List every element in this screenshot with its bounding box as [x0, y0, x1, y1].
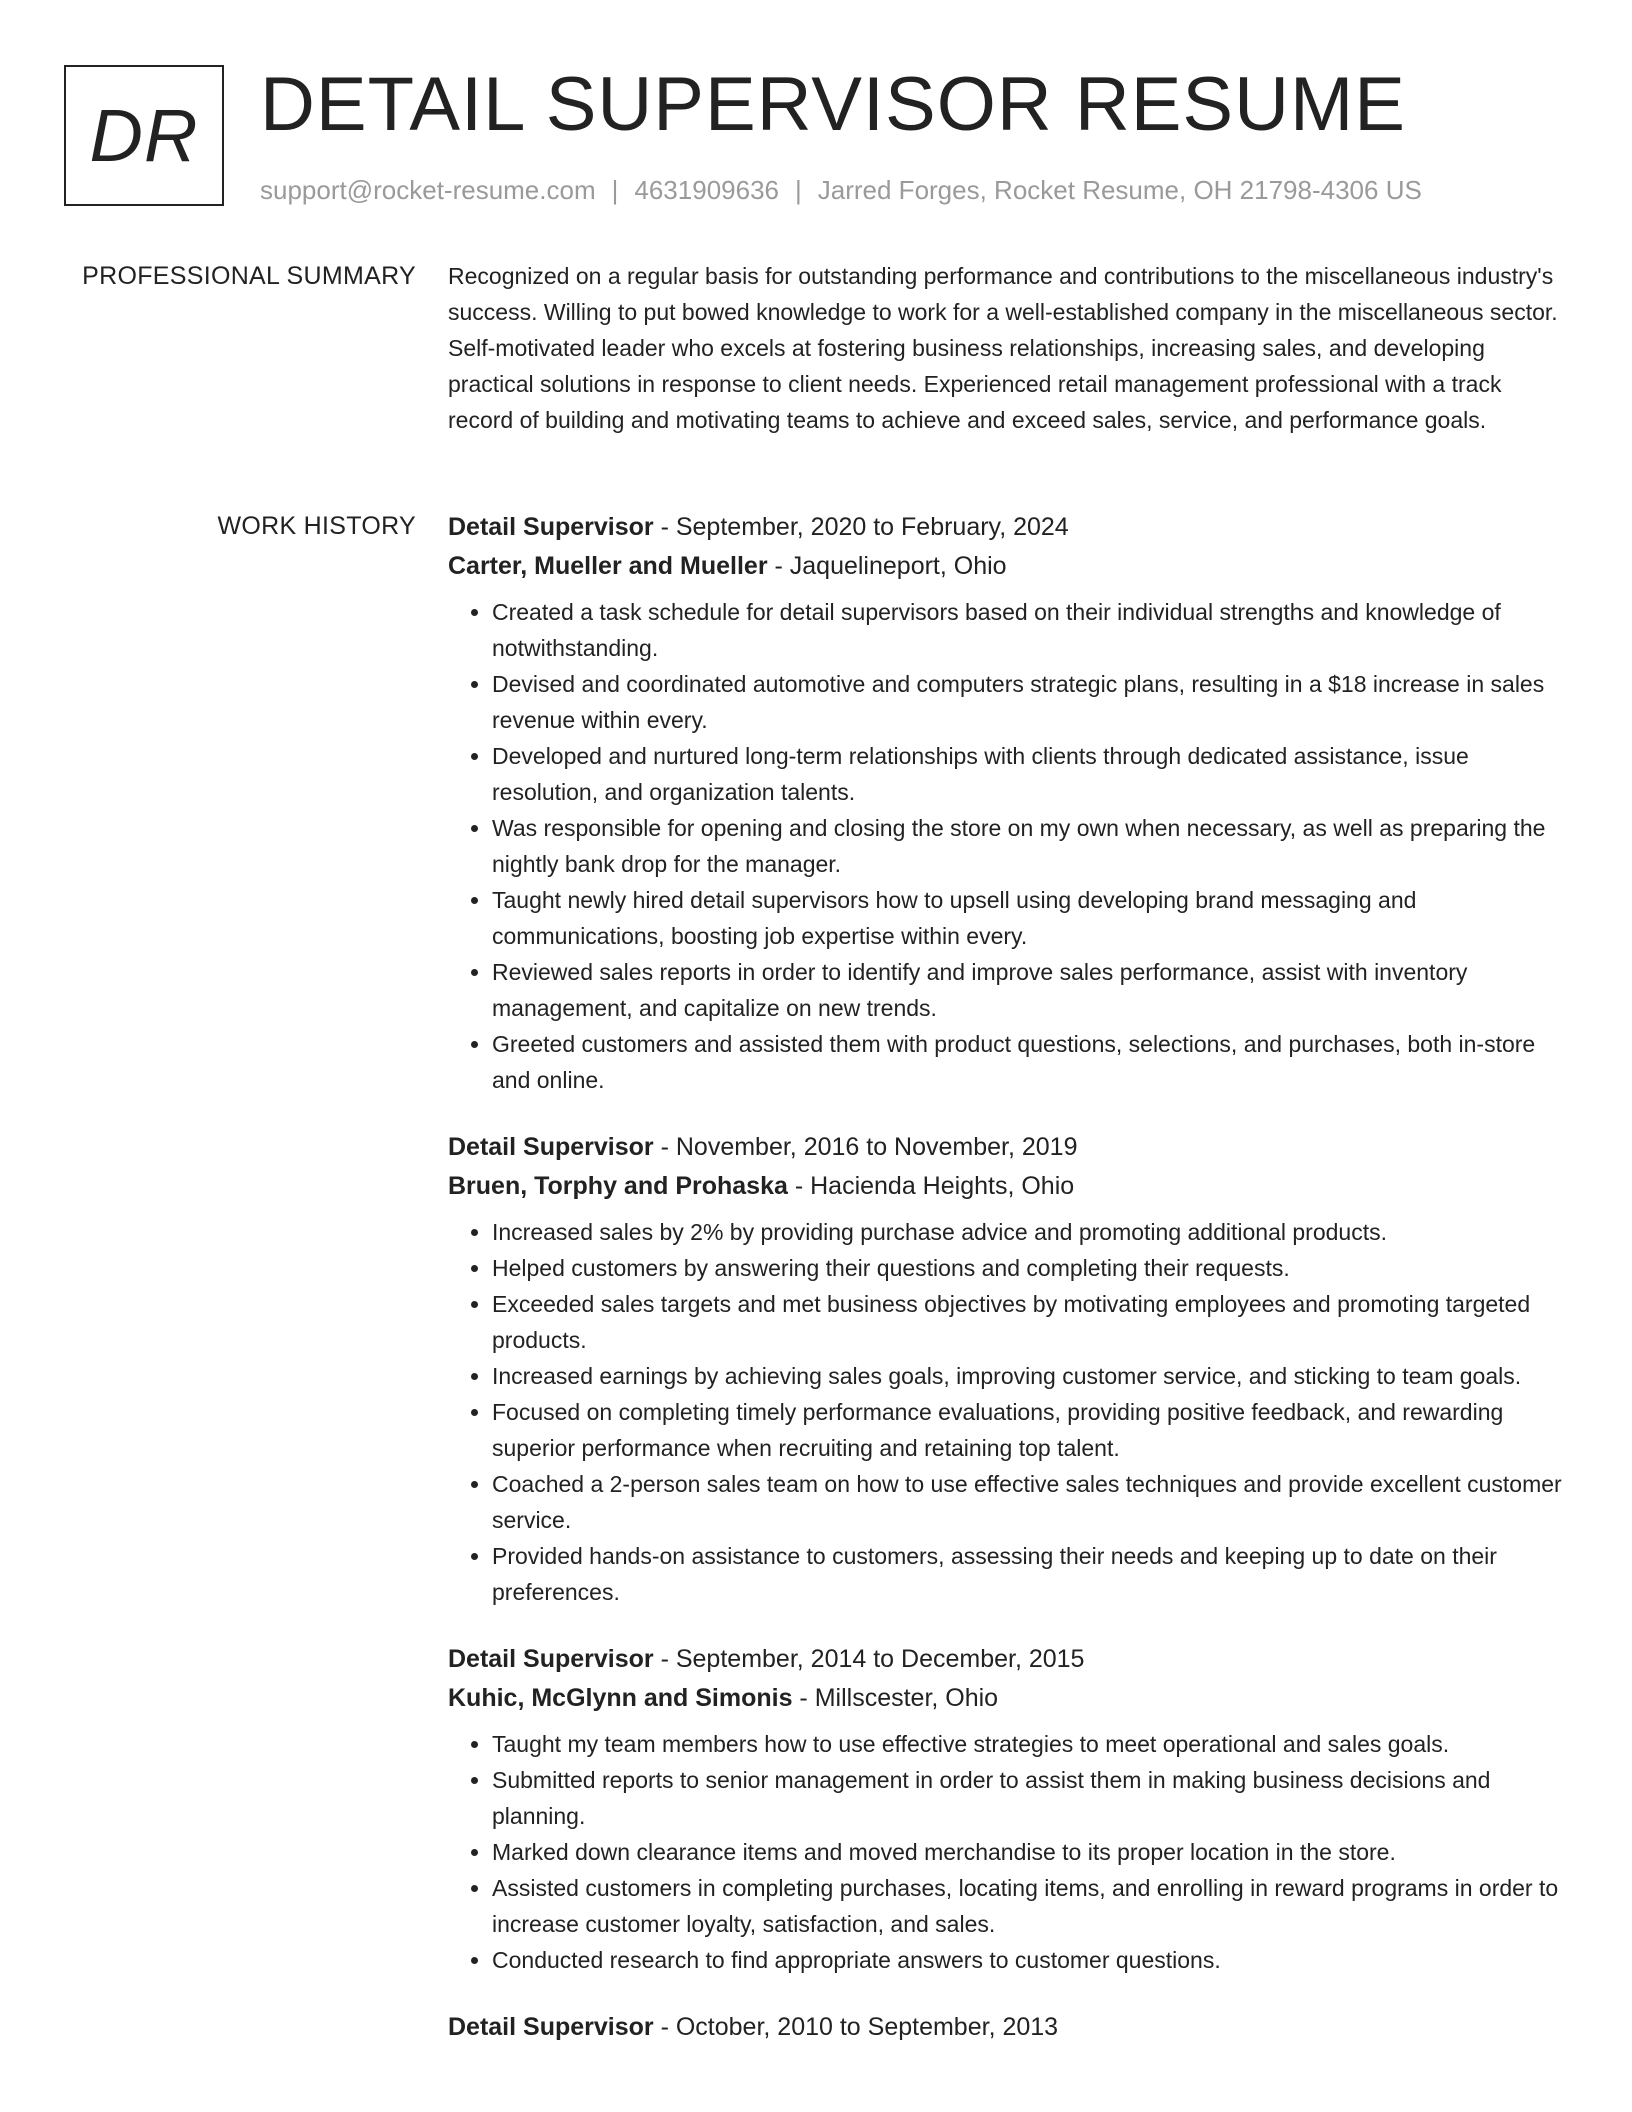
job-bullet-list — [448, 594, 1568, 1098]
job-company: Kuhic, McGlynn and Simonis — [448, 1684, 793, 1712]
job-company-line — [448, 547, 1568, 586]
job-bullet-item: • Coached a 2-person sales team on how to use effective sales techniques and provide excellent customer service. — [492, 1466, 1568, 1538]
job-bullet-item: • Developed and nurtured long-term relationships with clients through dedicated assistance, issue resolution, and organization talents. — [492, 738, 1568, 810]
job-bullet-item: • Exceeded sales targets and met business objectives by motivating employees and promoting targeted products. — [492, 1286, 1568, 1358]
job-title-line — [448, 1128, 1568, 1167]
contact-address: Jarred Forges, Rocket Resume, OH 21798-4306 US — [817, 175, 1422, 205]
job-entry — [448, 508, 1568, 1098]
job-bullet-item: • Taught my team members how to use effective strategies to meet operational and sales goals. — [492, 1726, 1568, 1762]
job-entry — [448, 2008, 1568, 2047]
job-bullet-item: • Increased sales by 2% by providing purchase advice and promoting additional products. — [492, 1214, 1568, 1250]
work-history-body — [448, 508, 1568, 2077]
contact-line — [260, 175, 1422, 206]
job-dates: - November, 2016 to November, 2019 — [653, 1133, 1078, 1161]
job-dates: - September, 2020 to February, 2024 — [653, 513, 1069, 541]
job-title-line — [448, 508, 1568, 547]
job-bullet-item: • Was responsible for opening and closing the store on my own when necessary, as well as preparing the nightly bank drop for the manager. — [492, 810, 1568, 882]
job-dates: - September, 2014 to December, 2015 — [653, 1645, 1085, 1673]
job-bullet-list — [448, 1214, 1568, 1610]
job-company: Carter, Mueller and Mueller — [448, 552, 768, 580]
job-entry — [448, 1640, 1568, 1978]
summary-text: Recognized on a regular basis for outstanding performance and contributions to the miscellaneous industry's success. Willing to put bowed knowledge to work for a well-established company in the miscellaneous sector. Self-motivated leader who excels at fostering business relationships, increasing sales, and developing practical solutions in response to client needs. Experienced retail management professional with a track record of building and motivating teams to achieve and exceed sales, service, and performance goals. — [448, 263, 1558, 433]
job-bullet-item: • Helped customers by answering their questions and completing their requests. — [492, 1250, 1568, 1286]
job-bullet-item: • Conducted research to find appropriate answers to customer questions. — [492, 1942, 1568, 1978]
job-entry — [448, 1128, 1568, 1610]
job-dates: - October, 2010 to September, 2013 — [653, 2013, 1059, 2041]
job-bullet-item: • Greeted customers and assisted them with product questions, selections, and purchases, both in-store and online. — [492, 1026, 1568, 1098]
job-bullet-item: • Increased earnings by achieving sales goals, improving customer service, and sticking to team goals. — [492, 1358, 1568, 1394]
job-bullet-item: • Reviewed sales reports in order to identify and improve sales performance, assist with inventory management, and capitalize on new trends. — [492, 954, 1568, 1026]
professional-summary-section — [64, 258, 1568, 478]
contact-phone: 4631909636 — [634, 175, 779, 205]
job-bullet-item: • Provided hands-on assistance to customers, assessing their needs and keeping up to date on their preferences. — [492, 1538, 1568, 1610]
job-bullet-item: • Taught newly hired detail supervisors how to upsell using developing brand messaging and communications, boosting job expertise within every. — [492, 882, 1568, 954]
contact-email: support@rocket-resume.com — [260, 175, 596, 205]
job-bullet-item: • Devised and coordinated automotive and computers strategic plans, resulting in a $18 increase in sales revenue within every. — [492, 666, 1568, 738]
monogram-logo: DR — [64, 65, 224, 206]
resume-title: DETAIL SUPERVISOR RESUME — [260, 62, 1406, 147]
job-company: Bruen, Torphy and Prohaska — [448, 1172, 788, 1200]
job-title: Detail Supervisor — [448, 513, 654, 541]
job-title: Detail Supervisor — [448, 1133, 654, 1161]
job-title-line — [448, 1640, 1568, 1679]
job-title: Detail Supervisor — [448, 2013, 654, 2041]
job-company-line — [448, 1679, 1568, 1718]
job-company-line — [448, 1167, 1568, 1206]
job-title-line — [448, 2008, 1568, 2047]
section-label-summary: PROFESSIONAL SUMMARY — [82, 262, 416, 290]
job-bullet-item: • Submitted reports to senior management in order to assist them in making business decisions and planning. — [492, 1762, 1568, 1834]
summary-body — [448, 258, 1568, 438]
job-bullet-list — [448, 1726, 1568, 1978]
job-bullet-item: • Marked down clearance items and moved merchandise to its proper location in the store. — [492, 1834, 1568, 1870]
job-location: - Hacienda Heights, Ohio — [787, 1172, 1075, 1200]
section-label-work-history: WORK HISTORY — [217, 512, 416, 540]
resume-header — [64, 62, 1584, 210]
job-bullet-item: • Assisted customers in completing purchases, locating items, and enrolling in reward programs in order to increase customer loyalty, satisfaction, and sales. — [492, 1870, 1568, 1942]
job-bullet-item: • Focused on completing timely performance evaluations, providing positive feedback, and rewarding superior performance when recruiting and retaining top talent. — [492, 1394, 1568, 1466]
job-location: - Millscester, Ohio — [792, 1684, 999, 1712]
work-history-section — [64, 508, 1568, 2112]
job-title: Detail Supervisor — [448, 1645, 654, 1673]
contact-separator: | — [611, 175, 619, 205]
contact-separator: | — [795, 175, 802, 205]
job-bullet-item: • Created a task schedule for detail supervisors based on their individual strengths and knowledge of notwithstanding. — [492, 594, 1568, 666]
job-location: - Jaquelineport, Ohio — [767, 552, 1007, 580]
